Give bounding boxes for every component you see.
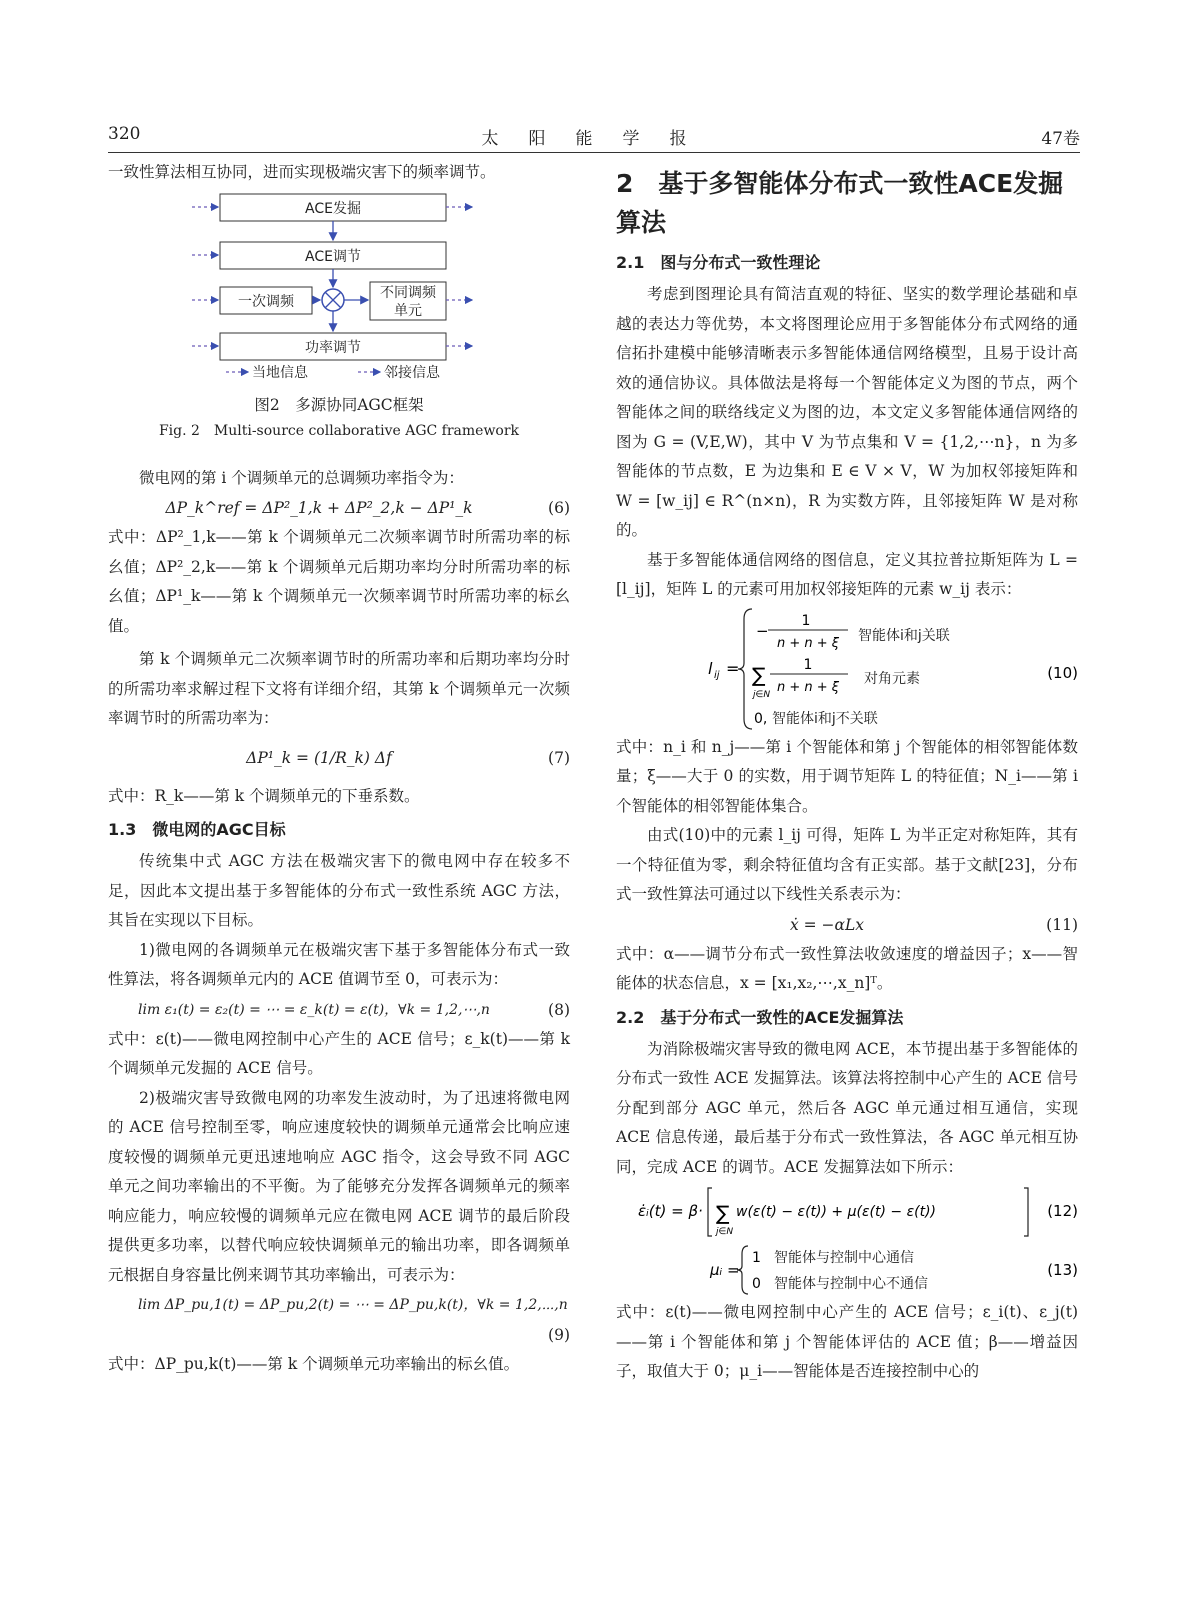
equation-number: (12)	[1047, 1202, 1078, 1220]
svg-text:j∈N: j∈N	[716, 1227, 734, 1237]
svg-text:∑: ∑	[716, 1201, 730, 1225]
primary-regulation-label: 一次调频	[238, 293, 294, 310]
eq10-case-1: 智能体i和j关联	[858, 627, 950, 644]
svg-text:1: 1	[801, 612, 811, 629]
equation-11	[616, 910, 1078, 940]
eq10-case-3: 智能体i和j不关联	[772, 710, 878, 727]
paragraph: 2)极端灾害导致微电网的功率发生波动时，为了迅速将微电网的 ACE 信号控制至零，响应速度较快的调频单元通常会比响应速度较慢的调频单元更迅速地响应 AGC 指令，这会导致不同 AGC 单元之间功率输出的不平衡。为了能够充分发挥各调频单元的频率响应能力，响应较慢的调频单元应在微电网 ACE 调节的最后阶段提供更多功率，以替代响应较快调频单元的输出功率，即各调频单元根据自身容量比例来调节其功率输出，可表示为：	[108, 1088, 570, 1284]
equation-10-graphic	[616, 605, 1078, 733]
equation-body: lim ΔP_pu,1(t) = ΔP_pu,2(t) = ⋯ = ΔP_pu,k(t)，∀k = 1,2,⋯,n	[138, 1297, 568, 1313]
paragraph: 式中：ΔP_pu,k(t)——第 k 个调频单元功率输出的标幺值。	[108, 1355, 520, 1373]
page-number: 320	[108, 124, 141, 144]
page-header	[108, 124, 1080, 152]
legend-local-info: 当地信息	[252, 364, 308, 381]
paragraph: 传统集中式 AGC 方法在极端灾害下的微电网中存在较多不足，因此本文提出基于多智能体的分布式一致性系统 AGC 方法，其旨在实现以下目标。	[108, 852, 570, 929]
svg-text:0: 0	[752, 1276, 761, 1292]
paragraph: 式中：ε(t)——微电网控制中心产生的 ACE 信号；ε_k(t)——第 k 个调频单元发掘的 ACE 信号。	[108, 1029, 570, 1077]
journal-title: 太阳能学报	[481, 129, 717, 149]
svg-text:w(ε(t) − ε(t)) + μ(ε(t) − ε(t): w(ε(t) − ε(t)) + μ(ε(t) − ε(t))	[736, 1204, 937, 1220]
equation-7	[108, 734, 570, 782]
paragraph: 式中：ε(t)——微电网控制中心产生的 ACE 信号；ε_i(t)、ε_j(t)——第 i 个智能体和第 j 个智能体评估的 ACE 值；β——增益因子，取值大于 0；μ_i——智能体是否连接控制中心的	[616, 1303, 1078, 1380]
svg-text:μᵢ =: μᵢ =	[710, 1261, 740, 1279]
figure-caption-en: Fig. 2 Multi-source collaborative AGC framework	[158, 422, 520, 439]
svg-text:1: 1	[752, 1250, 761, 1266]
right-column	[616, 158, 1078, 1387]
equation-number: (11)	[1046, 915, 1078, 934]
paragraph: 基于多智能体通信网络的图信息，定义其拉普拉斯矩阵为 L = [l_ij]，矩阵 L 的元素可用加权邻接矩阵的元素 w_ij 表示：	[616, 550, 1078, 598]
equation-12	[616, 1182, 1078, 1242]
svg-text:ε̇ᵢ(t) = β·: ε̇ᵢ(t) = β·	[638, 1202, 703, 1220]
left-column	[108, 158, 570, 1380]
ace-mining-label: ACE发掘	[305, 200, 361, 217]
paragraph: 第 k 个调频单元二次频率调节时的所需功率和后期功率均分时的所需功率求解过程下文将有详细介绍，其第 k 个调频单元一次频率调节时的所需功率为：	[108, 650, 570, 727]
equation-body: ΔP_k^ref = ΔP²_1,k + ΔP²_2,k − ΔP¹_k	[165, 499, 473, 517]
section-heading-2-1: 2.1 图与分布式一致性理论	[616, 253, 821, 272]
units-label-line2: 单元	[394, 302, 422, 319]
equation-number: (10)	[1047, 663, 1078, 682]
equation-6	[108, 493, 570, 523]
equation-8	[108, 995, 570, 1025]
equation-13	[616, 1242, 1078, 1298]
svg-text:1: 1	[803, 656, 813, 673]
paragraph: 式中：R_k——第 k 个调频单元的下垂系数。	[108, 786, 420, 805]
paragraph: 微电网的第 i 个调频单元的总调频功率指令为：	[139, 468, 464, 487]
section-heading-2-2: 2.2 基于分布式一致性的ACE发掘算法	[616, 1007, 904, 1027]
paragraph: 为消除极端灾害导致的微电网 ACE，本节提出基于多智能体的分布式一致性 ACE 发掘算法。该算法将控制中心产生的 ACE 信号分配到部分 AGC 单元，然后各 AGC 单元通过相互通信，实现 ACE 信息传递，最后基于分布式一致性算法，各 AGC 单元相互协同，完成 ACE 的调节。ACE 发掘算法如下所示：	[616, 1039, 1078, 1176]
equation-body: ΔP¹_k = (1/R_k) Δf	[246, 748, 392, 767]
equation-body: lim ε₁(t) = ε₂(t) = ⋯ = ε_k(t) = ε(t)，∀k = 1,2,⋯,n	[138, 1001, 490, 1018]
svg-text:0,: 0,	[754, 710, 768, 727]
eq10-case-2: 对角元素	[864, 670, 920, 687]
legend-neighbor-info: 邻接信息	[384, 364, 440, 381]
paragraph: 考虑到图理论具有简洁直观的特征、坚实的数学理论基础和卓越的表达力等优势，本文将图理论应用于多智能体分布式网络的通信拓扑建模中能够清晰表示多智能体通信网络模型，且易于设计高效的通信协议。具体做法是将每一个智能体定义为图的节点，两个智能体之间的联络线定义为图的边，本文定义多智能体通信网络的图为 G = (V,E,W)，其中 V 为节点集和 V = {1,2,⋯n}，n 为多智能体的节点数，E 为边集和 E ∈ V × V，W 为加权邻接矩阵和 W = [w_ij] ∈ R^(n×n)，R 为实数方阵，且邻接矩阵 W 是对称的。	[616, 285, 1078, 539]
paragraph: 式中：ΔP²_1,k——第 k 个调频单元二次频率调节时所需功率的标幺值；ΔP²_2,k——第 k 个调频单元后期功率均分时所需功率的标幺值；ΔP¹_k——第 k 个调频单元一次频率调节时所需功率的标幺值。	[108, 528, 570, 635]
figure-2	[108, 190, 570, 390]
svg-text:∑: ∑	[752, 662, 766, 687]
paragraph: 式中：α——调节分布式一致性算法收敛速度的增益因子；x——智能体的状态信息，x = [x₁,x₂,⋯,x_n]ᵀ。	[616, 944, 1078, 992]
svg-text:n + n + ξ: n + n + ξ	[776, 679, 840, 695]
svg-text:n + n + ξ: n + n + ξ	[776, 635, 840, 651]
equation-13-graphic	[616, 1242, 1078, 1298]
paragraph: 式中：n_i 和 n_j——第 i 个智能体和第 j 个智能体的相邻智能体数量；ξ——大于 0 的实数，用于调节矩阵 L 的特征值；N_i——第 i 个智能体的相邻智能体集合。	[616, 737, 1078, 815]
intro-line: 一致性算法相互协同，进而实现极端灾害下的频率调节。	[108, 163, 496, 181]
paragraph: 1)微电网的各调频单元在极端灾害下基于多智能体分布式一致性算法，将各调频单元内的 ACE 值调节至 0，可表示为：	[108, 940, 570, 988]
paragraph: 由式(10)中的元素 l_ij 可得，矩阵 L 为半正定对称矩阵，其有一个特征值为零，剩余特征值均含有正实部。基于文献[23]，分布式一致性算法可通过以下线性关系表示为：	[616, 826, 1078, 903]
equation-number: (8)	[548, 1000, 570, 1019]
equation-number: (7)	[548, 748, 570, 767]
svg-text:=: =	[726, 658, 740, 678]
equation-12-graphic	[616, 1182, 1078, 1242]
power-regulation-label: 功率调节	[305, 339, 361, 356]
section-heading-1-3: 1.3 微电网的AGC目标	[108, 820, 286, 839]
units-label-line1: 不同调频	[380, 284, 436, 301]
equation-10	[616, 605, 1078, 733]
equation-number: (6)	[548, 499, 570, 517]
agc-framework-diagram	[108, 190, 570, 390]
eq13-case-2: 智能体与控制中心不通信	[774, 1276, 928, 1292]
volume-label: 47卷	[1041, 129, 1080, 149]
figure-caption-cn: 图2 多源协同AGC框架	[254, 395, 424, 414]
equation-9	[108, 1290, 570, 1320]
svg-text:ij: ij	[714, 669, 720, 681]
eq13-case-1: 智能体与控制中心通信	[774, 1250, 914, 1266]
section-heading-2: 2 基于多智能体分布式一致性ACE发掘算法	[616, 169, 1064, 237]
svg-text:j∈N: j∈N	[753, 689, 771, 700]
equation-9-number-row	[108, 1320, 570, 1350]
equation-number: (13)	[1047, 1261, 1078, 1279]
equation-number: (9)	[548, 1326, 570, 1344]
header-rule	[108, 152, 1080, 153]
svg-text:−: −	[756, 621, 769, 640]
ace-regulation-label: ACE调节	[305, 248, 361, 265]
svg-text:l: l	[708, 658, 713, 678]
equation-body: ẋ = −αLx	[789, 915, 865, 934]
